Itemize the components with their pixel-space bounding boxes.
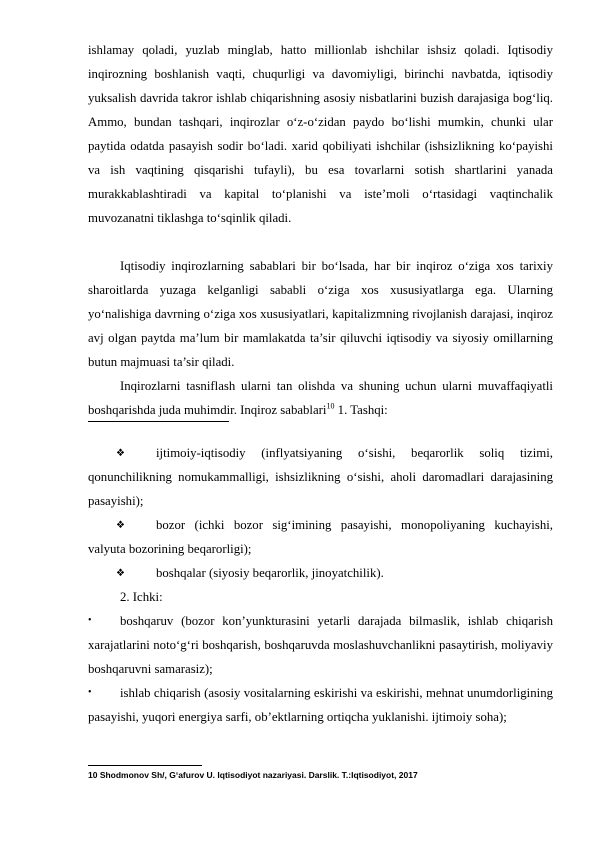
paragraph-3-text: Inqirozlarni tasniflash ularni tan olishda va shuning uchun ularni muvaffaqiyatli boshqarishda juda muhimdir. Inqiroz sabablari [88,379,553,417]
diamond-bullet-icon: ❖ [116,448,125,459]
diamond-bullet-icon: ❖ [116,568,125,579]
bullet-dot-icon: • [88,615,92,626]
bullet-dot-icon: • [88,687,92,698]
footnote: 10 Shodmonov Sh/, G‘afurov U. Iqtisodiyot nazariyasi. Darslik. T.:Iqtisodiyot, 2017 [88,770,418,780]
footnote-reference: 10 [326,401,335,411]
bullet-item-2-text: bozor (ichki bozor sig‘imining pasayishi, monopoliyaning kuchayishi, valyuta bozorining beqarorligi); [88,518,553,556]
internal-item-1 [88,609,553,681]
internal-item-1-text: boshqaruv (bozor kon’yunkturasini yetarli darajada bilmaslik, ishlab chiqarish xarajatlarini noto‘g‘ri boshqarish, boshqaruvda moslashuvchanlikni pasaytirish, moliyaviy boshqaruvni samarasiz); [88,614,553,676]
bullet-item-2 [88,513,553,561]
paragraph-3-tail: 1. Tashqi: [334,403,388,417]
paragraph-2: Iqtisodiy inqirozlarning sabablari bir bo‘lsada, har bir inqiroz o‘ziga xos tarixiy sharoitlarda yuzaga kelganligi sababli o‘ziga xos xususiyatlarga ega. Ularning yo‘nalishiga davrning o‘ziga xos xususiyatlari, kapitalizmning rivojlanish darajasi, inqiroz avj olgan paytda ma’lum bir mamlakatda ta’sir qiluvchi iqtisodiy va siyosiy omillarning butun majmuasi ta’sir qiladi. [88,259,553,369]
internal-heading: 2. Ichki: [120,590,163,604]
paragraph-1: ishlamay qoladi, yuzlab minglab, hatto millionlab ishchilar ishsiz qoladi. Iqtisodiy inqirozning boshlanish vaqti, chuqurligi va davomiyligi, birinchi navbatda, iqtisodiy yuksalish davrida takror ishlab chiqarishning asosiy nisbatlarini buzish darajasiga bog‘liq. Ammo, bundan tashqari, inqirozlar o‘z-o‘zidan paydo bo‘lishi mumkin, chunki ular paytida odatda pasayish sodir bo‘ladi. xarid qobiliyati ishchilar (ishsizlikning ko‘payishi va ish vaqtining qisqarishi tufayli), bu esa tovarlarni sotish shartlarini yanada murakkablashtiradi va kapital to‘planishi va iste’moli o‘rtasidagi vaqtinchalik muvozanatni tiklashga to‘sqinlik qiladi. [88,43,553,225]
internal-item-2-text: ishlab chiqarish (asosiy vositalarning eskirishi va eskirishi, mehnat unumdorligining pasayishi, yuqori energiya sarfi, ob’ektlarning ortiqcha yuklanishi. ijtimoiy soha); [88,686,553,724]
footnote-separator [88,765,202,766]
bullet-item-1-text: ijtimoiy-iqtisodiy (inflyatsiyaning o‘sishi, beqarorlik soliq tizimi, qonunchilikning nomukammalligi, ishsizlikning o‘sishi, aholi daromadlari darajasining pasayishi); [88,446,553,508]
bullet-item-1 [88,441,553,513]
diamond-bullet-icon: ❖ [116,520,125,531]
separator-line [88,421,229,422]
bullet-item-3-text: boshqalar (siyosiy beqarorlik, jinoyatchilik). [156,566,384,580]
paragraph-3 [88,374,553,422]
internal-item-2 [88,681,553,729]
bullet-item-3 [88,561,553,585]
